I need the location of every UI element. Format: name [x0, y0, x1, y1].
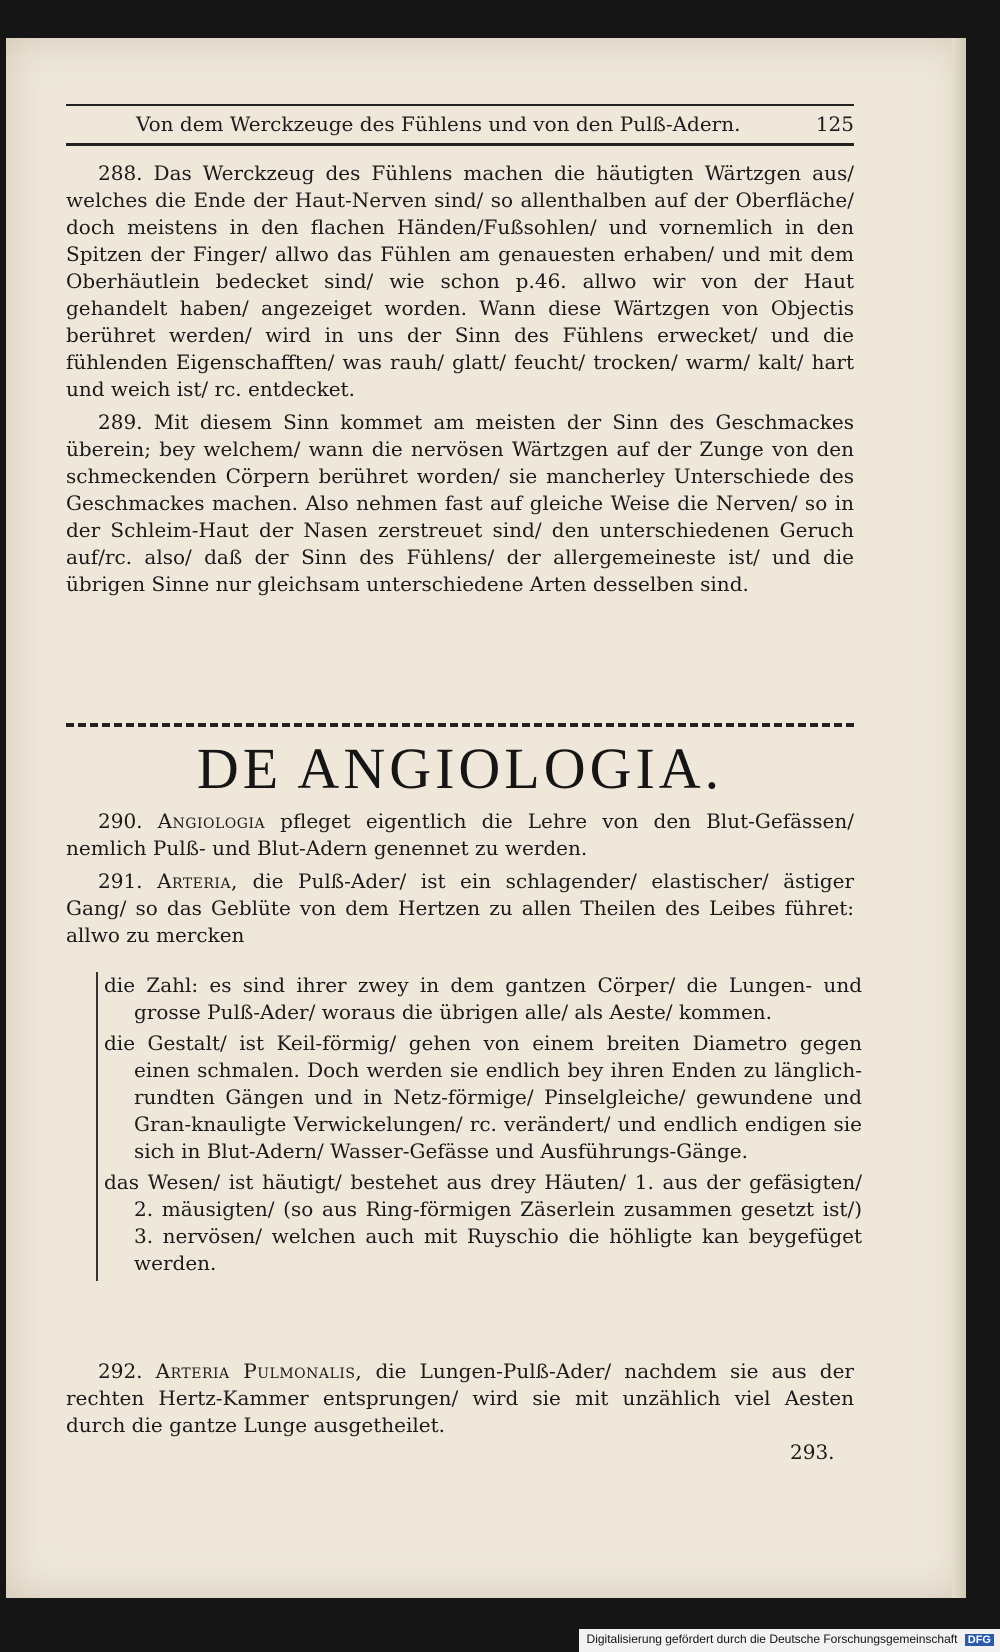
- list-item-wesen: das Wesen/ ist häutigt/ bestehet aus drey Häuten/ 1. aus der gefäsigten/ 2. mäusigten/ (so aus Ring-förmigen Zäserlein zusammen gesetzt ist/) 3. nervösen/ welchen auch mit Ruyschio die höhligte kan beygefüget werden.: [104, 1170, 862, 1275]
- upper-text-block: [66, 160, 854, 604]
- list-item-gestalt: die Gestalt/ ist Keil-förmig/ gehen von einem breiten Diametro gegen einen schmalen. Doch werden sie endlich bey ihren Enden zu länglich-rundten Gängen und in Netz-förmige/ Pinselgleiche/ gewundene und Gran-knauligte Verwickelungen/ rc. verändert/ und endlich endigen sie sich in Blut-Adern/ Wasser-Gefässe und Ausführungs-Gänge.: [104, 1031, 862, 1163]
- catchword: 293.: [790, 1440, 835, 1464]
- paragraph-291-number: 291.: [98, 869, 143, 893]
- footer-text: Digitalisierung gefördert durch die Deutsche Forschungsgemeinschaft: [586, 1632, 958, 1646]
- running-header: [66, 110, 854, 140]
- paragraph-292-term: Arteria Pulmonalis,: [155, 1359, 363, 1383]
- section-title: DE ANGIOLOGIA.: [196, 736, 724, 801]
- paragraph-289: 289. Mit diesem Sinn kommet am meisten der Sinn des Geschmackes überein; bey welchem/ wann die nervösen Wärtzgen auf der Zunge von den schmeckenden Cörpern berühret worden/ sie mancherley Unterschiede des Geschmackes machen. Also nehmen fast auf gleiche Weise die Nerven/ so in der Schleim-Haut der Nasen zerstreuet sind/ den unterschiedenen Geruch auf/rc. also/ daß der Sinn des Fühlens/ der allergemeineste ist/ und die übrigen Sinne nur gleichsam unterschiedene Arten desselben sind.: [66, 410, 854, 596]
- header-top-rule: [66, 104, 854, 106]
- page-edge: [952, 38, 966, 1598]
- header-bottom-rule: [66, 143, 854, 146]
- paragraph-291-text: die Pulß-Ader/ ist ein schlagender/ elastischer/ ästiger Gang/ so das Geblüte von dem Hertzen zu allen Theilen des Leibes führet: allwo zu mercken: [66, 869, 855, 947]
- paragraph-291: [66, 868, 854, 949]
- paragraph-288: 288. Das Werckzeug des Fühlens machen die häutigten Wärtzgen aus/ welches die Ende der Haut-Nerven sind/ so allenthalben auf der Oberfläche/ doch meistens in den flachen Händen/Fußsohlen/ und vornemlich in den Spitzen der Finger/ allwo das Fühlen am genauesten erhaben/ und mit dem Oberhäutlein bedecket sind/ wie schon p.46. allwo wir von der Haut gehandelt haben/ angezeiget worden. Wann diese Wärtzgen von Objectis berühret werden/ wird in uns der Sinn des Fühlens erwecket/ und die fühlenden Eigenschafften/ was rauh/ glatt/ feucht/ trocken/ warm/ kalt/ hart und weich ist/ rc. entdecket.: [66, 161, 854, 401]
- digitization-footer: [579, 1629, 1000, 1652]
- paragraph-292-number: 292.: [98, 1359, 143, 1383]
- paragraph-290-text: pfleget eigentlich die Lehre von den Blut-Gefässen/ nemlich Pulß- und Blut-Adern genennet zu werden.: [66, 809, 854, 860]
- page-number: 125: [815, 112, 854, 136]
- pulmonalis-text-block: [66, 1358, 854, 1445]
- paragraph-290: [66, 808, 854, 862]
- angiologia-text-block: [66, 808, 854, 955]
- paragraph-292: [66, 1358, 854, 1439]
- paragraph-290-number: 290.: [98, 809, 143, 833]
- paragraph-291-term: Arteria,: [157, 869, 238, 893]
- arteria-properties-list: [96, 972, 862, 1281]
- section-divider: [66, 723, 854, 727]
- paragraph-292-text: die Lungen-Pulß-Ader/ nachdem sie aus der rechten Hertz-Kammer entsprungen/ wird sie mit unzählich viel Aesten durch die gantze Lunge ausgetheilet.: [66, 1359, 854, 1437]
- running-title: Von dem Werckzeuge des Fühlens und von den Pulß-Adern.: [136, 112, 741, 136]
- dfg-logo-icon: DFG: [965, 1634, 994, 1646]
- list-item-zahl: die Zahl: es sind ihrer zwey in dem gantzen Cörper/ die Lungen- und grosse Pulß-Ader/ woraus die übrigen alle/ als Aeste/ kommen.: [104, 973, 862, 1024]
- paragraph-290-term: Angiologia: [157, 809, 266, 833]
